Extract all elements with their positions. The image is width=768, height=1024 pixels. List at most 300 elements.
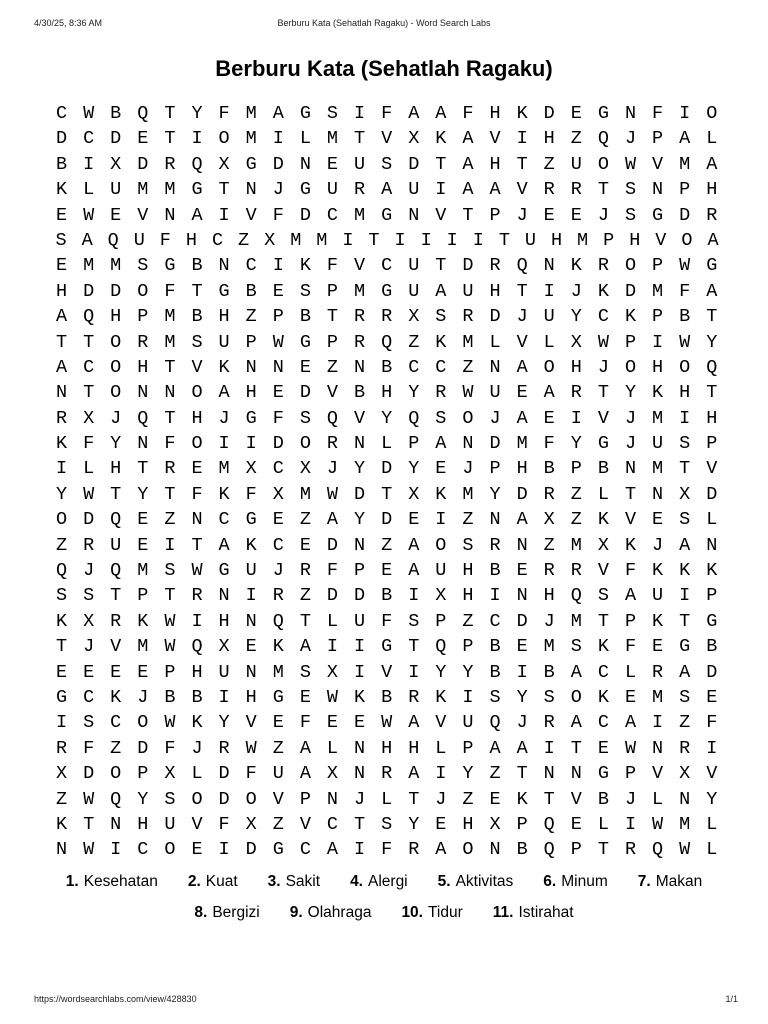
grid-letter[interactable]: Q: [706, 356, 718, 378]
grid-letter[interactable]: Z: [408, 331, 420, 353]
grid-letter[interactable]: H: [55, 280, 68, 302]
grid-letter[interactable]: Y: [408, 382, 420, 404]
grid-letter[interactable]: K: [652, 610, 664, 632]
grid-letter[interactable]: T: [597, 179, 609, 201]
grid-letter[interactable]: E: [191, 458, 203, 480]
grid-letter[interactable]: S: [326, 103, 339, 124]
grid-letter[interactable]: J: [326, 458, 339, 480]
grid-letter[interactable]: O: [462, 407, 474, 429]
grid-letter[interactable]: H: [706, 407, 718, 429]
grid-letter[interactable]: D: [218, 788, 230, 810]
grid-letter[interactable]: X: [570, 331, 582, 353]
grid-letter[interactable]: I: [218, 686, 230, 708]
grid-letter[interactable]: H: [381, 737, 393, 759]
grid-letter[interactable]: I: [679, 103, 691, 124]
grid-letter[interactable]: M: [164, 179, 176, 201]
grid-letter[interactable]: B: [191, 686, 203, 708]
grid-letter[interactable]: X: [543, 509, 555, 531]
grid-letter[interactable]: D: [706, 483, 718, 505]
grid-letter[interactable]: N: [354, 737, 366, 759]
grid-letter[interactable]: M: [354, 204, 366, 226]
grid-letter[interactable]: O: [681, 229, 693, 251]
grid-letter[interactable]: O: [137, 280, 149, 302]
grid-letter[interactable]: E: [570, 204, 582, 226]
grid-letter[interactable]: M: [516, 433, 528, 455]
grid-letter[interactable]: Q: [489, 712, 501, 734]
grid-letter[interactable]: D: [516, 610, 528, 632]
grid-letter[interactable]: A: [408, 763, 420, 785]
grid-letter[interactable]: C: [326, 813, 339, 835]
grid-letter[interactable]: Z: [462, 356, 474, 378]
grid-letter[interactable]: K: [299, 255, 311, 277]
grid-letter[interactable]: N: [354, 763, 366, 785]
grid-letter[interactable]: O: [191, 433, 203, 455]
grid-letter[interactable]: I: [354, 636, 366, 658]
grid-letter[interactable]: D: [272, 153, 284, 175]
grid-letter[interactable]: A: [299, 636, 311, 658]
grid-letter[interactable]: R: [435, 382, 447, 404]
grid-letter[interactable]: B: [679, 306, 691, 328]
grid-letter[interactable]: K: [435, 686, 447, 708]
grid-letter[interactable]: U: [543, 306, 555, 328]
grid-letter[interactable]: D: [408, 153, 420, 175]
grid-letter[interactable]: L: [543, 331, 555, 353]
grid-letter[interactable]: M: [299, 483, 311, 505]
grid-letter[interactable]: R: [462, 306, 474, 328]
grid-letter[interactable]: D: [354, 483, 366, 505]
grid-letter[interactable]: Y: [354, 458, 366, 480]
grid-letter[interactable]: R: [137, 331, 149, 353]
grid-letter[interactable]: H: [218, 306, 230, 328]
grid-letter[interactable]: T: [543, 788, 555, 810]
grid-letter[interactable]: P: [299, 788, 311, 810]
grid-letter[interactable]: P: [706, 433, 718, 455]
grid-letter[interactable]: H: [543, 128, 555, 150]
grid-letter[interactable]: C: [137, 839, 149, 861]
grid-letter[interactable]: F: [381, 610, 393, 632]
grid-letter[interactable]: A: [707, 229, 719, 251]
grid-letter[interactable]: E: [272, 280, 284, 302]
grid-letter[interactable]: V: [381, 661, 393, 683]
grid-letter[interactable]: V: [597, 560, 609, 582]
grid-letter[interactable]: P: [516, 813, 528, 835]
grid-letter[interactable]: A: [55, 356, 68, 378]
grid-letter[interactable]: E: [137, 128, 149, 150]
grid-letter[interactable]: A: [679, 128, 691, 150]
grid-letter[interactable]: S: [164, 560, 176, 582]
grid-letter[interactable]: J: [272, 560, 284, 582]
grid-letter[interactable]: S: [164, 788, 176, 810]
grid-letter[interactable]: F: [326, 560, 339, 582]
grid-letter[interactable]: R: [543, 179, 555, 201]
grid-letter[interactable]: R: [570, 560, 582, 582]
grid-letter[interactable]: K: [570, 255, 582, 277]
grid-letter[interactable]: M: [137, 179, 149, 201]
grid-letter[interactable]: V: [191, 813, 203, 835]
grid-letter[interactable]: G: [706, 610, 718, 632]
grid-letter[interactable]: F: [652, 103, 664, 124]
grid-letter[interactable]: X: [272, 483, 284, 505]
grid-letter[interactable]: G: [299, 331, 311, 353]
grid-letter[interactable]: Z: [381, 534, 393, 556]
grid-letter[interactable]: A: [191, 204, 203, 226]
grid-letter[interactable]: P: [137, 306, 149, 328]
grid-letter[interactable]: N: [408, 204, 420, 226]
grid-letter[interactable]: T: [164, 585, 176, 607]
grid-letter[interactable]: H: [408, 737, 420, 759]
grid-letter[interactable]: M: [164, 331, 176, 353]
grid-letter[interactable]: O: [543, 356, 555, 378]
grid-letter[interactable]: G: [218, 560, 230, 582]
grid-letter[interactable]: A: [326, 509, 339, 531]
grid-letter[interactable]: F: [164, 737, 176, 759]
grid-letter[interactable]: H: [185, 229, 197, 251]
grid-letter[interactable]: D: [218, 763, 230, 785]
grid-letter[interactable]: K: [137, 610, 149, 632]
grid-letter[interactable]: D: [516, 483, 528, 505]
grid-letter[interactable]: F: [462, 103, 474, 124]
grid-letter[interactable]: T: [191, 280, 203, 302]
grid-letter[interactable]: E: [55, 204, 68, 226]
grid-letter[interactable]: G: [597, 763, 609, 785]
grid-letter[interactable]: J: [462, 458, 474, 480]
grid-letter[interactable]: P: [164, 661, 176, 683]
grid-letter[interactable]: G: [55, 686, 68, 708]
grid-letter[interactable]: B: [516, 839, 528, 861]
grid-letter[interactable]: N: [137, 382, 149, 404]
grid-letter[interactable]: D: [83, 280, 95, 302]
grid-letter[interactable]: B: [299, 306, 311, 328]
grid-letter[interactable]: T: [191, 534, 203, 556]
grid-letter[interactable]: R: [55, 737, 68, 759]
grid-letter[interactable]: G: [381, 204, 393, 226]
grid-letter[interactable]: K: [55, 179, 68, 201]
grid-letter[interactable]: Z: [272, 737, 284, 759]
grid-letter[interactable]: A: [462, 128, 474, 150]
grid-letter[interactable]: Q: [516, 255, 528, 277]
grid-letter[interactable]: X: [408, 128, 420, 150]
grid-letter[interactable]: O: [624, 255, 637, 277]
grid-letter[interactable]: S: [83, 712, 95, 734]
grid-letter[interactable]: F: [245, 763, 257, 785]
grid-letter[interactable]: I: [516, 661, 528, 683]
grid-letter[interactable]: C: [245, 255, 257, 277]
grid-letter[interactable]: C: [218, 509, 230, 531]
grid-letter[interactable]: C: [381, 255, 393, 277]
grid-letter[interactable]: U: [408, 179, 420, 201]
grid-letter[interactable]: J: [516, 712, 528, 734]
grid-letter[interactable]: S: [543, 686, 555, 708]
grid-letter[interactable]: Y: [516, 686, 528, 708]
grid-letter[interactable]: I: [446, 229, 458, 251]
grid-letter[interactable]: O: [570, 686, 582, 708]
grid-letter[interactable]: Z: [55, 788, 68, 810]
grid-letter[interactable]: F: [164, 280, 176, 302]
grid-letter[interactable]: Z: [238, 229, 250, 251]
grid-letter[interactable]: X: [435, 585, 447, 607]
grid-letter[interactable]: E: [516, 636, 528, 658]
grid-letter[interactable]: H: [245, 382, 257, 404]
grid-letter[interactable]: I: [543, 280, 555, 302]
grid-letter[interactable]: B: [597, 458, 609, 480]
grid-letter[interactable]: R: [299, 560, 311, 582]
grid-letter[interactable]: V: [516, 331, 528, 353]
grid-letter[interactable]: I: [489, 585, 501, 607]
grid-letter[interactable]: S: [137, 255, 149, 277]
grid-letter[interactable]: Z: [462, 788, 474, 810]
grid-letter[interactable]: A: [706, 153, 718, 175]
grid-letter[interactable]: C: [597, 661, 609, 683]
grid-letter[interactable]: H: [381, 382, 393, 404]
grid-letter[interactable]: N: [652, 483, 664, 505]
grid-letter[interactable]: N: [543, 763, 555, 785]
grid-letter[interactable]: C: [272, 534, 284, 556]
grid-letter[interactable]: D: [381, 458, 393, 480]
grid-letter[interactable]: Y: [570, 306, 582, 328]
grid-letter[interactable]: Z: [245, 306, 257, 328]
grid-letter[interactable]: P: [624, 331, 637, 353]
grid-letter[interactable]: F: [191, 483, 203, 505]
grid-letter[interactable]: Q: [110, 560, 122, 582]
grid-letter[interactable]: A: [706, 280, 718, 302]
grid-letter[interactable]: D: [137, 153, 149, 175]
grid-letter[interactable]: E: [543, 204, 555, 226]
grid-letter[interactable]: G: [245, 509, 257, 531]
grid-letter[interactable]: Z: [570, 128, 582, 150]
grid-letter[interactable]: O: [462, 839, 474, 861]
grid-letter[interactable]: J: [624, 128, 637, 150]
grid-letter[interactable]: K: [435, 331, 447, 353]
grid-letter[interactable]: K: [191, 712, 203, 734]
grid-letter[interactable]: B: [110, 103, 122, 124]
grid-letter[interactable]: T: [137, 458, 149, 480]
grid-letter[interactable]: P: [137, 585, 149, 607]
grid-letter[interactable]: Y: [137, 788, 149, 810]
grid-letter[interactable]: C: [83, 686, 95, 708]
grid-letter[interactable]: C: [110, 712, 122, 734]
grid-letter[interactable]: X: [326, 661, 339, 683]
grid-letter[interactable]: N: [354, 534, 366, 556]
grid-letter[interactable]: A: [489, 737, 501, 759]
grid-letter[interactable]: I: [326, 636, 339, 658]
grid-letter[interactable]: Z: [110, 737, 122, 759]
grid-letter[interactable]: I: [164, 534, 176, 556]
grid-letter[interactable]: K: [597, 280, 609, 302]
grid-letter[interactable]: Y: [218, 712, 230, 734]
grid-letter[interactable]: N: [489, 839, 501, 861]
grid-letter[interactable]: L: [435, 737, 447, 759]
grid-letter[interactable]: S: [624, 179, 637, 201]
grid-letter[interactable]: B: [245, 280, 257, 302]
grid-letter[interactable]: Y: [408, 458, 420, 480]
grid-letter[interactable]: S: [679, 433, 691, 455]
grid-letter[interactable]: A: [543, 382, 555, 404]
grid-letter[interactable]: H: [629, 229, 641, 251]
grid-letter[interactable]: Y: [381, 407, 393, 429]
grid-letter[interactable]: O: [110, 331, 122, 353]
grid-letter[interactable]: H: [110, 306, 122, 328]
grid-letter[interactable]: J: [543, 610, 555, 632]
grid-letter[interactable]: T: [83, 382, 95, 404]
grid-letter[interactable]: E: [354, 712, 366, 734]
grid-letter[interactable]: G: [164, 255, 176, 277]
grid-letter[interactable]: O: [435, 534, 447, 556]
grid-letter[interactable]: H: [489, 103, 501, 124]
grid-letter[interactable]: V: [110, 636, 122, 658]
grid-letter[interactable]: A: [679, 661, 691, 683]
grid-letter[interactable]: E: [597, 737, 609, 759]
grid-letter[interactable]: P: [326, 331, 339, 353]
grid-letter[interactable]: W: [83, 204, 95, 226]
grid-letter[interactable]: W: [597, 331, 609, 353]
grid-letter[interactable]: I: [706, 737, 718, 759]
grid-letter[interactable]: D: [83, 509, 95, 531]
grid-letter[interactable]: W: [381, 712, 393, 734]
grid-letter[interactable]: X: [245, 813, 257, 835]
grid-letter[interactable]: E: [137, 534, 149, 556]
grid-letter[interactable]: L: [624, 661, 637, 683]
grid-letter[interactable]: M: [577, 229, 589, 251]
grid-letter[interactable]: J: [516, 204, 528, 226]
grid-letter[interactable]: E: [326, 712, 339, 734]
grid-letter[interactable]: X: [83, 610, 95, 632]
grid-letter[interactable]: B: [55, 153, 68, 175]
grid-letter[interactable]: I: [354, 839, 366, 861]
grid-letter[interactable]: P: [570, 839, 582, 861]
grid-letter[interactable]: A: [299, 763, 311, 785]
grid-letter[interactable]: U: [272, 763, 284, 785]
grid-letter[interactable]: C: [597, 306, 609, 328]
grid-letter[interactable]: E: [299, 686, 311, 708]
grid-letter[interactable]: S: [55, 229, 67, 251]
grid-letter[interactable]: J: [570, 280, 582, 302]
grid-letter[interactable]: Q: [55, 560, 68, 582]
grid-letter[interactable]: K: [597, 686, 609, 708]
grid-letter[interactable]: N: [679, 788, 691, 810]
grid-letter[interactable]: U: [110, 179, 122, 201]
grid-letter[interactable]: D: [83, 763, 95, 785]
grid-letter[interactable]: A: [326, 839, 339, 861]
grid-letter[interactable]: F: [624, 560, 637, 582]
grid-letter[interactable]: K: [624, 534, 637, 556]
grid-letter[interactable]: A: [462, 153, 474, 175]
grid-letter[interactable]: Y: [462, 763, 474, 785]
grid-letter[interactable]: G: [597, 433, 609, 455]
grid-letter[interactable]: A: [624, 712, 637, 734]
grid-letter[interactable]: R: [570, 382, 582, 404]
grid-letter[interactable]: G: [652, 204, 664, 226]
grid-letter[interactable]: U: [570, 153, 582, 175]
grid-letter[interactable]: B: [543, 458, 555, 480]
grid-letter[interactable]: K: [516, 788, 528, 810]
grid-letter[interactable]: Y: [706, 331, 718, 353]
grid-letter[interactable]: H: [516, 458, 528, 480]
grid-letter[interactable]: N: [516, 585, 528, 607]
grid-letter[interactable]: F: [272, 407, 284, 429]
grid-letter[interactable]: H: [570, 356, 582, 378]
grid-letter[interactable]: B: [191, 306, 203, 328]
grid-letter[interactable]: F: [272, 204, 284, 226]
grid-letter[interactable]: A: [570, 661, 582, 683]
grid-letter[interactable]: S: [435, 306, 447, 328]
grid-letter[interactable]: J: [624, 788, 637, 810]
grid-letter[interactable]: L: [299, 128, 311, 150]
grid-letter[interactable]: J: [435, 788, 447, 810]
grid-letter[interactable]: L: [326, 610, 339, 632]
grid-letter[interactable]: S: [679, 509, 691, 531]
grid-letter[interactable]: K: [516, 103, 528, 124]
grid-letter[interactable]: O: [597, 153, 609, 175]
grid-letter[interactable]: L: [83, 179, 95, 201]
grid-letter[interactable]: F: [706, 712, 718, 734]
grid-letter[interactable]: O: [110, 382, 122, 404]
grid-letter[interactable]: O: [137, 712, 149, 734]
grid-letter[interactable]: Z: [272, 813, 284, 835]
grid-letter[interactable]: N: [489, 509, 501, 531]
grid-letter[interactable]: P: [489, 204, 501, 226]
grid-letter[interactable]: Q: [137, 103, 149, 124]
grid-letter[interactable]: P: [652, 255, 664, 277]
grid-letter[interactable]: Q: [137, 407, 149, 429]
grid-letter[interactable]: M: [652, 280, 664, 302]
grid-letter[interactable]: H: [137, 813, 149, 835]
grid-letter[interactable]: C: [435, 356, 447, 378]
grid-letter[interactable]: R: [489, 255, 501, 277]
grid-letter[interactable]: T: [368, 229, 380, 251]
grid-letter[interactable]: V: [354, 407, 366, 429]
grid-letter[interactable]: J: [489, 407, 501, 429]
grid-letter[interactable]: M: [570, 534, 582, 556]
grid-letter[interactable]: R: [55, 407, 68, 429]
grid-letter[interactable]: P: [489, 458, 501, 480]
grid-letter[interactable]: E: [570, 103, 582, 124]
grid-letter[interactable]: O: [191, 788, 203, 810]
grid-letter[interactable]: V: [245, 712, 257, 734]
grid-letter[interactable]: I: [435, 763, 447, 785]
grid-letter[interactable]: U: [245, 560, 257, 582]
grid-letter[interactable]: E: [516, 560, 528, 582]
grid-letter[interactable]: W: [624, 153, 637, 175]
grid-letter[interactable]: B: [489, 560, 501, 582]
grid-letter[interactable]: F: [381, 839, 393, 861]
grid-letter[interactable]: H: [706, 179, 718, 201]
grid-letter[interactable]: R: [191, 585, 203, 607]
grid-letter[interactable]: V: [706, 458, 718, 480]
grid-letter[interactable]: P: [652, 306, 664, 328]
grid-letter[interactable]: D: [299, 204, 311, 226]
grid-letter[interactable]: P: [435, 610, 447, 632]
grid-letter[interactable]: P: [652, 128, 664, 150]
grid-letter[interactable]: N: [299, 153, 311, 175]
grid-letter[interactable]: S: [191, 331, 203, 353]
grid-letter[interactable]: R: [164, 153, 176, 175]
grid-letter[interactable]: F: [245, 483, 257, 505]
grid-letter[interactable]: M: [164, 306, 176, 328]
grid-letter[interactable]: F: [543, 433, 555, 455]
grid-letter[interactable]: J: [652, 534, 664, 556]
grid-letter[interactable]: E: [272, 712, 284, 734]
grid-letter[interactable]: M: [652, 686, 664, 708]
grid-letter[interactable]: Z: [462, 509, 474, 531]
grid-letter[interactable]: L: [597, 483, 609, 505]
grid-letter[interactable]: X: [299, 458, 311, 480]
grid-letter[interactable]: F: [299, 712, 311, 734]
grid-letter[interactable]: P: [706, 585, 718, 607]
grid-letter[interactable]: V: [191, 356, 203, 378]
grid-letter[interactable]: A: [435, 103, 447, 124]
grid-letter[interactable]: A: [570, 712, 582, 734]
grid-letter[interactable]: T: [164, 103, 176, 124]
